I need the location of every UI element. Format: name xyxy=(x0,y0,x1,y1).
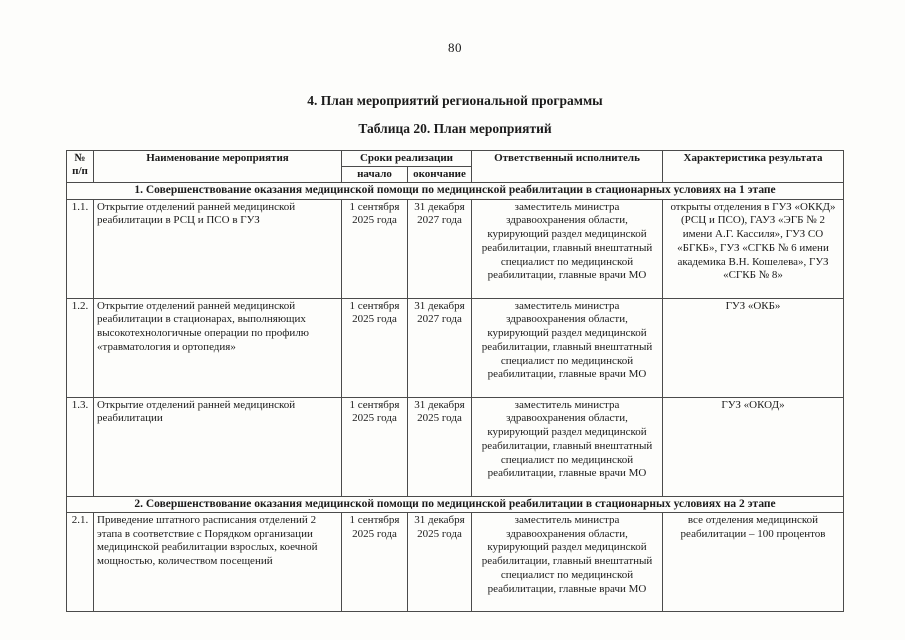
cell-executor: заместитель министра здравоохранения области, курирующий раздел медицинской реабилитации, главный внештатный специалист по медицинской реабилитации, главные врачи МО xyxy=(472,199,663,298)
section-title-1: 1. Совершенствование оказания медицинской помощи по медицинской реабилитации в стационарных условиях на 1 этапе xyxy=(67,183,844,199)
cell-name: Приведение штатного расписания отделений 2 этапа в соответствие с Порядком организации медицинской реабилитации взрослых, коечной мощностью, количеством посещений xyxy=(94,512,342,611)
cell-end-date: 31 декабря 2027 года xyxy=(408,298,472,397)
cell-result: открыты отделения в ГУЗ «ОККД» (РСЦ и ПСО), ГАУЗ «ЭГБ № 2 имени А.Г. Кассиля», ГУЗ СО «БГКБ», ГУЗ «СГКБ № 6 имени академика В.Н. Кошелева», ГУЗ «СГКБ № 8» xyxy=(663,199,844,298)
table-row xyxy=(67,298,844,397)
cell-result: все отделения медицинской реабилитации – 100 процентов xyxy=(663,512,844,611)
col-header-name: Наименование мероприятия xyxy=(94,151,342,183)
col-header-executor: Ответственный исполнитель xyxy=(472,151,663,183)
plan-table xyxy=(66,150,844,612)
cell-num: 1.3. xyxy=(67,397,94,496)
table-caption: Таблица 20. План мероприятий xyxy=(358,121,552,136)
col-header-timeline: Сроки реализации xyxy=(342,151,472,167)
cell-start-date: 1 сентября 2025 года xyxy=(342,397,408,496)
col-header-result: Характеристика результата xyxy=(663,151,844,183)
cell-start-date: 1 сентября 2025 года xyxy=(342,512,408,611)
cell-name: Открытие отделений ранней медицинской реабилитации в РСЦ и ПСО в ГУЗ xyxy=(94,199,342,298)
cell-executor: заместитель министра здравоохранения области, курирующий раздел медицинской реабилитации, главный внештатный специалист по медицинской реабилитации, главные врачи МО xyxy=(472,298,663,397)
cell-name: Открытие отделений ранней медицинской реабилитации в стационарах, выполняющих высокотехнологичные операции по профилю «травматология и ортопедия» xyxy=(94,298,342,397)
cell-start-date: 1 сентября 2025 года xyxy=(342,199,408,298)
section-row xyxy=(67,496,844,512)
cell-result: ГУЗ «ОКБ» xyxy=(663,298,844,397)
cell-end-date: 31 декабря 2025 года xyxy=(408,512,472,611)
section-row xyxy=(67,183,844,199)
col-header-start: начало xyxy=(342,167,408,183)
section-title-2: 2. Совершенствование оказания медицинской помощи по медицинской реабилитации в стационарных условиях на 2 этапе xyxy=(67,496,844,512)
cell-result: ГУЗ «ОКОД» xyxy=(663,397,844,496)
header-row-1 xyxy=(67,151,844,167)
document-heading: 4. План мероприятий региональной программы xyxy=(307,93,603,108)
table-row xyxy=(67,199,844,298)
cell-executor: заместитель министра здравоохранения области, курирующий раздел медицинской реабилитации, главный внештатный специалист по медицинской реабилитации, главные врачи МО xyxy=(472,512,663,611)
cell-executor: заместитель министра здравоохранения области, курирующий раздел медицинской реабилитации, главный внештатный специалист по медицинской реабилитации, главные врачи МО xyxy=(472,397,663,496)
page-number: 80 xyxy=(448,40,462,55)
table-row xyxy=(67,397,844,496)
col-header-end: окончание xyxy=(408,167,472,183)
cell-end-date: 31 декабря 2027 года xyxy=(408,199,472,298)
table-row xyxy=(67,512,844,611)
cell-start-date: 1 сентября 2025 года xyxy=(342,298,408,397)
cell-end-date: 31 декабря 2025 года xyxy=(408,397,472,496)
cell-name: Открытие отделений ранней медицинской реабилитации xyxy=(94,397,342,496)
cell-num: 1.1. xyxy=(67,199,94,298)
col-header-num: № п/п xyxy=(67,151,94,183)
cell-num: 2.1. xyxy=(67,512,94,611)
cell-num: 1.2. xyxy=(67,298,94,397)
